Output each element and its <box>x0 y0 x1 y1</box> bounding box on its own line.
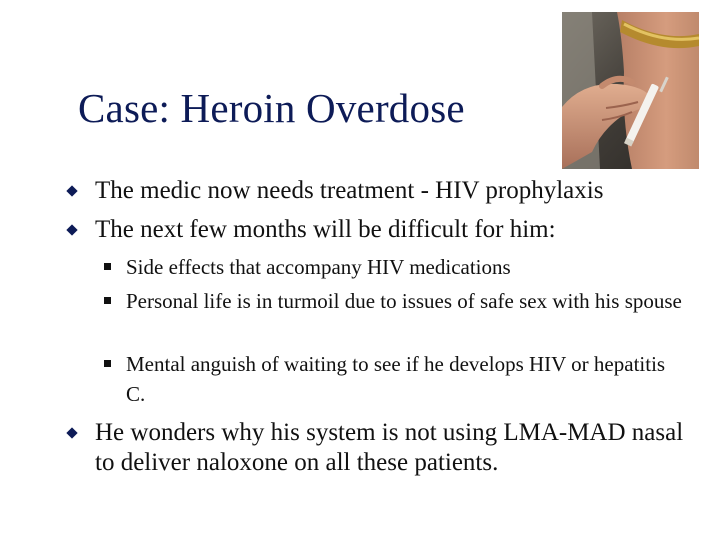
square-bullet-icon <box>104 297 111 304</box>
sub-bullet-text: Personal life is in turmoil due to issues of safe sex with his spouse <box>126 289 682 313</box>
bullet-text: He wonders why his system is not using LMA-MAD nasal to deliver naloxone on all these patients. <box>95 419 684 476</box>
bullet-text: The next few months will be difficult for him: <box>95 216 556 243</box>
sub-bullet-text: Mental anguish of waiting to see if he develops HIV or hepatitis C. <box>126 352 666 406</box>
injection-photo-illustration <box>562 12 699 169</box>
sub-bullet-text: Side effects that accompany HIV medications <box>126 255 511 279</box>
diamond-bullet-icon <box>66 224 77 235</box>
bullet-text: The medic now needs treatment - HIV prophylaxis <box>95 177 604 204</box>
square-bullet-icon <box>104 263 111 270</box>
slide-title: Case: Heroin Overdose <box>78 85 465 131</box>
diamond-bullet-icon <box>66 185 77 196</box>
injection-photo <box>562 12 699 169</box>
square-bullet-icon <box>104 360 111 367</box>
diamond-bullet-icon <box>66 427 77 438</box>
